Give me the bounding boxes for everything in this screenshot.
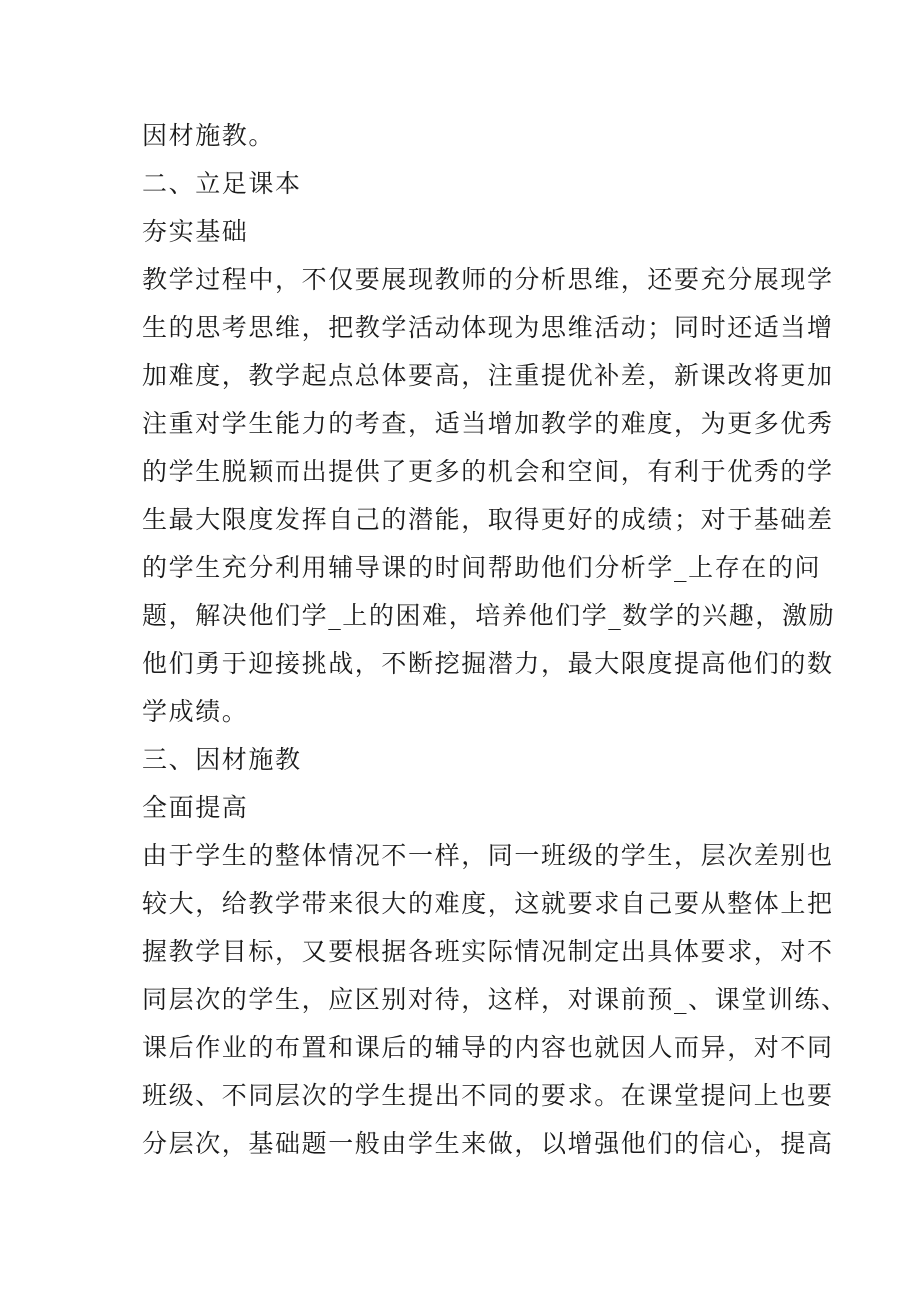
text-line: 题，解决他们学_上的困难，培养他们学_数学的兴趣，激励 [142, 601, 836, 630]
text-line: 同层次的学生，应区别对待，这样，对课前预_、课堂训练、 [142, 985, 848, 1014]
text-line: 的学生充分利用辅导课的时间帮助他们分析学_上存在的问 [142, 553, 822, 582]
document-body [142, 112, 848, 1168]
text-line: 生的思考思维，把教学活动体现为思维活动；同时还适当增 [142, 313, 834, 342]
text-line: 课后作业的布置和课后的辅导的内容也就因人而异，对不同 [142, 1033, 834, 1062]
text-line: 分层次，基础题一般由学生来做，以增强他们的信心，提高 [142, 1129, 834, 1158]
text-line: 教学过程中，不仅要展现教师的分析思维，还要充分展现学 [142, 265, 834, 294]
section-subheading: 全面提高 [142, 793, 249, 822]
section-subheading: 夯实基础 [142, 217, 249, 246]
text-line: 加难度，教学起点总体要高，注重提优补差，新课改将更加 [142, 361, 834, 390]
section-heading: 二、立足课本 [142, 169, 302, 198]
text-line: 握教学目标，又要根据各班实际情况制定出具体要求，对不 [142, 937, 834, 966]
text-line: 因材施教。 [142, 121, 276, 150]
text-line: 注重对学生能力的考查，适当增加教学的难度，为更多优秀 [142, 409, 834, 438]
text-line: 生最大限度发挥自己的潜能，取得更好的成绩；对于基础差 [142, 505, 834, 534]
text-line: 学成绩。 [142, 697, 249, 726]
section-heading: 三、因材施教 [142, 745, 302, 774]
text-line: 班级、不同层次的学生提出不同的要求。在课堂提问上也要 [142, 1081, 834, 1110]
text-line: 他们勇于迎接挑战，不断挖掘潜力，最大限度提高他们的数 [142, 649, 834, 678]
text-line: 由于学生的整体情况不一样，同一班级的学生，层次差别也 [142, 841, 834, 870]
text-line: 的学生脱颖而出提供了更多的机会和空间，有利于优秀的学 [142, 457, 834, 486]
text-line: 较大，给教学带来很大的难度，这就要求自己要从整体上把 [142, 889, 834, 918]
